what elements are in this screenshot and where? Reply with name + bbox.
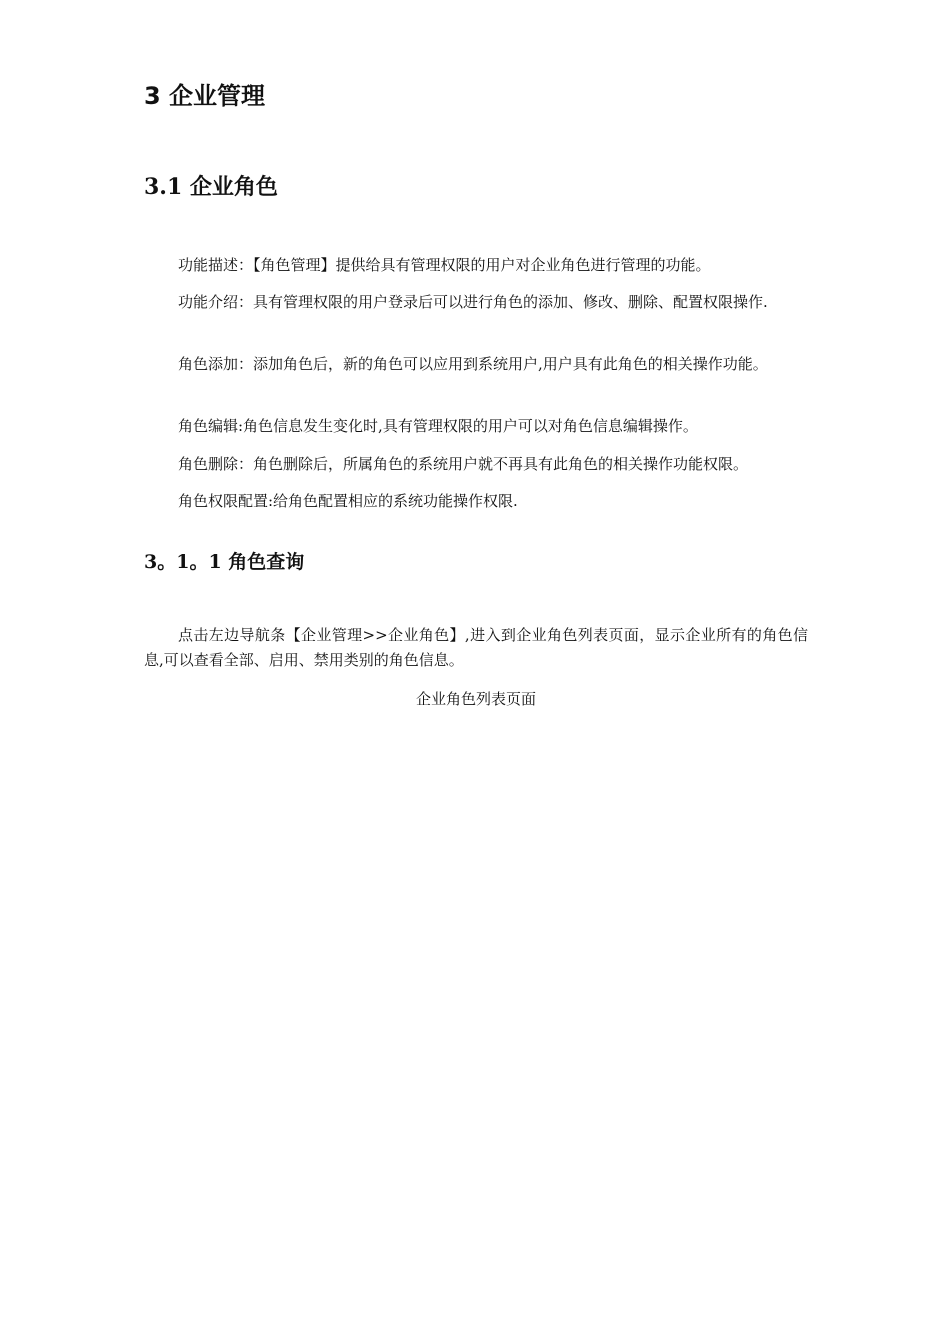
paragraph-function-introduction: 功能介绍：具有管理权限的用户登录后可以进行角色的添加、修改、删除、配置权限操作.: [178, 293, 768, 311]
paragraph-role-add: 角色添加：添加角色后，新的角色可以应用到系统用户,用户具有此角色的相关操作功能。: [178, 355, 768, 373]
figure-caption: 企业角色列表页面: [415, 690, 536, 708]
paragraph-role-query: 点击左边导航条【企业管理>>企业角色】,进入到企业角色列表页面，显示企业所有的角色信息,可以查看全部、启用、禁用类别的角色信息。: [144, 626, 808, 669]
heading-enterprise-management: 3 企业管理: [144, 82, 266, 110]
paragraph-role-edit: 角色编辑:角色信息发生变化时,具有管理权限的用户可以对角色信息编辑操作。: [178, 417, 698, 435]
heading-role-query: 3。1。1 角色查询: [144, 551, 305, 573]
heading-enterprise-role: 3.1 企业角色: [144, 174, 278, 200]
paragraph-function-description: 功能描述：【角色管理】提供给具有管理权限的用户对企业角色进行管理的功能。: [178, 256, 711, 274]
paragraph-role-permission-config: 角色权限配置:给角色配置相应的系统功能操作权限.: [178, 492, 518, 510]
paragraph-role-delete: 角色删除：角色删除后，所属角色的系统用户就不再具有此角色的相关操作功能权限。: [178, 455, 749, 473]
